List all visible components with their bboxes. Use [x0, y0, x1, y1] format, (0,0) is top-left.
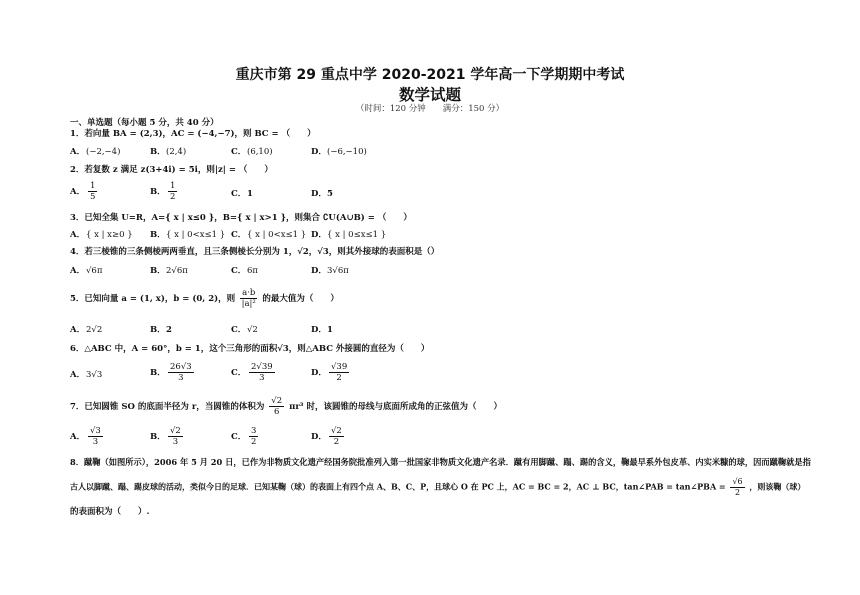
- question-3-stem: 3．已知全集 U=R，A={ x | x≤0 }，B={ x | x>1 }，则集合 ∁U(A∪B) = （ ）: [70, 213, 412, 223]
- q5-option-d: D．1: [311, 325, 333, 335]
- question-2-stem: 2．若复数 z 满足 z(3+4i) = 5i，则|z| = （ ）: [70, 165, 273, 175]
- q4-option-b: B．2√6π: [150, 266, 188, 276]
- q1-option-d: D．(−6,−10): [311, 147, 367, 157]
- q7-option-c: C． $\frac{3}{2}$: [231, 426, 257, 447]
- question-7-stem: 7．已知圆锥 SO 的底面半径为 r，当圆锥的体积为 $\frac{√2}{6}$ πr³ 时，该圆锥的母线与底面所成角的正弦值为（ ）: [70, 396, 502, 417]
- exam-meta: （时间：120 分钟 满分：150 分）: [355, 104, 505, 114]
- q6-option-d: D． $\frac{√39}{2}$: [311, 362, 348, 383]
- q3-option-a: A．{ x | x≥0 }: [70, 230, 133, 240]
- exam-subtitle: 数学试题: [398, 86, 461, 104]
- q6-option-b: B． $\frac{26√3}{3}$: [150, 362, 192, 383]
- q1-option-a: A．(−2,−4): [70, 147, 121, 157]
- q5-option-c: C．√2: [231, 325, 258, 335]
- q2-option-c: C．1: [231, 189, 253, 199]
- question-6-stem: 6．△ABC 中，A = 60°，b = 1，这个三角形的面积√3，则△ABC 外接圆的直径为（ ）: [70, 344, 430, 354]
- question-5-stem: 5．已知向量 a = (1, x)，b = (0, 2)，则 $\frac{a\cdot b}{\text{|a|²}}$ 的最大值为（ ）: [70, 288, 339, 309]
- q4-option-c: C．6π: [231, 266, 258, 276]
- q2-option-a: A． $\frac{1}{5}$: [70, 181, 96, 202]
- q6-option-c: C． $\frac{2√39}{3}$: [231, 362, 273, 383]
- q3-option-d: D．{ x | 0≤x≤1 }: [311, 230, 387, 240]
- q4-option-d: D．3√6π: [311, 266, 349, 276]
- exam-title: 重庆市第 29 重点中学 2020-2021 学年高一下学期期中考试: [235, 67, 625, 83]
- q1-option-c: C．(6,10): [231, 147, 273, 157]
- q7-option-d: D． $\frac{√2}{2}$: [311, 426, 342, 447]
- q2-option-b: B． $\frac{1}{2}$: [150, 181, 176, 202]
- question-8-line-3: 的表面积为（ ）.: [70, 507, 150, 517]
- q7-option-b: B． $\frac{√2}{3}$: [150, 426, 181, 447]
- question-1-stem: 1．若向量 BA = (2,3)，AC = (−4,−7)，则 BC = （ ）: [70, 129, 316, 139]
- q6-option-a: A．3√3: [70, 370, 103, 380]
- q2-option-d: D．5: [311, 189, 333, 199]
- q3-option-c: C．{ x | 0<x≤1 }: [231, 230, 307, 240]
- q1-option-b: B．(2,4): [150, 147, 187, 157]
- section-heading: 一、单选题（每小题 5 分，共 40 分）: [70, 118, 219, 128]
- question-8-line-1: 8．蹴鞠（如图所示），2006 年 5 月 20 日，已作为非物质文化遗产经国务院批准列入第一批国家非物质文化遗产名录．蹴有用脚蹴、蹋、踢的含义，鞠最早系外包皮革、内实米糠的球，因而蹴鞠就是指: [70, 457, 811, 467]
- q3-option-b: B．{ x | 0<x≤1 }: [150, 230, 226, 240]
- question-4-stem: 4．若三棱锥的三条侧棱两两垂直，且三条侧棱长分别为 1，√2，√3，则其外接球的表面积是（）: [70, 247, 440, 257]
- question-8-line-2: 古人以脚蹴、蹋、踢皮球的活动，类似今日的足球．已知某鞠（球）的表面上有四个点 A、B、C、P，且球心 O 在 PC 上，AC = BC = 2，AC ⊥ BC，tan∠PAB = tan∠PBA = $\frac{√6}{2}$ ，则该鞠（球）: [70, 477, 806, 497]
- q7-option-a: A． $\frac{√3}{3}$: [70, 426, 101, 447]
- q5-option-b: B．2: [150, 325, 172, 335]
- q5-option-a: A．2√2: [70, 325, 103, 335]
- q4-option-a: A．√6π: [70, 266, 103, 276]
